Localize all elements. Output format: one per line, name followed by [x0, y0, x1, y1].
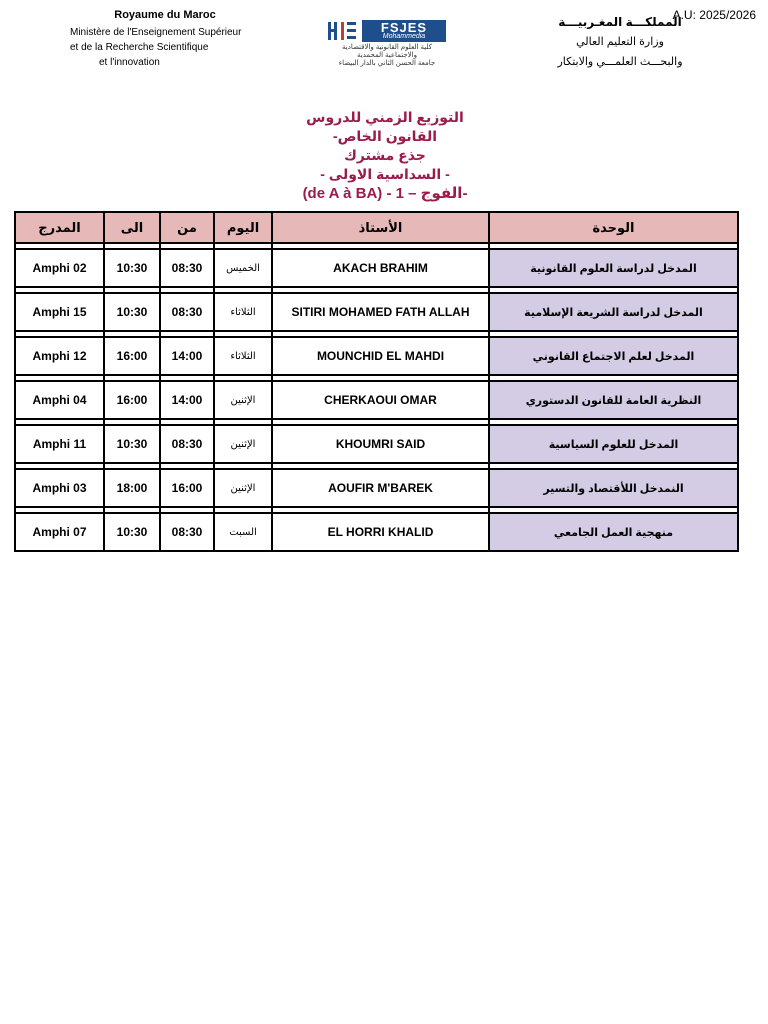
header-amphi: المدرج [15, 212, 104, 243]
faculty-logo-icon [326, 20, 360, 42]
cell-unit: المدخل لدراسة الشريعة الإسلامية [489, 293, 738, 331]
cell-professor: AKACH BRAHIM [272, 249, 489, 287]
cell-start-time: 14:00 [160, 337, 214, 375]
cell-start-time: 08:30 [160, 513, 214, 551]
cell-unit: المدخل للعلوم السياسية [489, 425, 738, 463]
ministry-line-2: et de la Recherche Scientifique [70, 42, 209, 53]
ministry-header-fr [60, 8, 270, 70]
cell-start-time: 08:30 [160, 293, 214, 331]
title-line-2: القانون الخاص- [332, 128, 438, 144]
cell-end-time: 16:00 [104, 337, 160, 375]
header-from: من [160, 212, 214, 243]
cell-amphi: Amphi 03 [15, 469, 104, 507]
cell-day: السبت [214, 513, 272, 551]
cell-professor: SITIRI MOHAMED FATH ALLAH [272, 293, 489, 331]
ministry-ar-line-1: وزارة التعليم العالي [576, 36, 664, 48]
cell-start-time: 14:00 [160, 381, 214, 419]
cell-day: الثلاثاء [214, 293, 272, 331]
country-name-fr: Royaume du Maroc [114, 9, 216, 21]
title-line-3: جذع مشترك [344, 147, 426, 163]
table-row [15, 381, 738, 419]
cell-unit: منهجية العمل الجامعي [489, 513, 738, 551]
cell-end-time: 10:30 [104, 513, 160, 551]
ministry-line-1: Ministère de l'Enseignement Supérieur [70, 27, 242, 38]
logo-city: Mohammedia [382, 33, 426, 40]
title-line-4: - السداسية الاولى - [320, 166, 450, 182]
schedule-title-block [180, 108, 590, 203]
cell-start-time: 16:00 [160, 469, 214, 507]
cell-professor: KHOUMRI SAID [272, 425, 489, 463]
cell-unit: النمدخل اللأقتصاد والتسير [489, 469, 738, 507]
cell-end-time: 18:00 [104, 469, 160, 507]
header-day: اليوم [214, 212, 272, 243]
cell-professor: EL HORRI KHALID [272, 513, 489, 551]
table-row [15, 513, 738, 551]
title-line-1: التوزيع الزمني للدروس [306, 109, 464, 125]
table-row [15, 249, 738, 287]
logo-line-1: كلية العلوم القانونية والاقتصادية [342, 44, 432, 51]
cell-day: الخميس [214, 249, 272, 287]
country-name-ar: المملكـــة المغـربيـــة [558, 15, 682, 29]
title-group: (de A à BA) - 1 – الفوج- [302, 185, 468, 202]
cell-day: الإثنين [214, 381, 272, 419]
table-row [15, 293, 738, 331]
academic-year: A.U: 2025/2026 [672, 8, 756, 22]
cell-amphi: Amphi 11 [15, 425, 104, 463]
cell-start-time: 08:30 [160, 249, 214, 287]
cell-amphi: Amphi 02 [15, 249, 104, 287]
schedule-table [14, 211, 739, 552]
header-unit: الوحدة [489, 212, 738, 243]
logo-subtitle [322, 44, 452, 68]
logo-line-3: جامعة الحسن الثاني بالدار البيضاء [338, 60, 436, 67]
logo-brand [362, 20, 446, 42]
cell-day: الثلاثاء [214, 337, 272, 375]
cell-amphi: Amphi 12 [15, 337, 104, 375]
cell-amphi: Amphi 04 [15, 381, 104, 419]
cell-day: الإثنين [214, 469, 272, 507]
logo-line-2: والاجتماعية المحمدية [357, 52, 417, 59]
cell-professor: AOUFIR M'BAREK [272, 469, 489, 507]
logo-acronym: FSJES [380, 20, 428, 35]
cell-end-time: 10:30 [104, 293, 160, 331]
cell-unit: المدخل لعلم الاجتماع القانوني [489, 337, 738, 375]
cell-professor: MOUNCHID EL MAHDI [272, 337, 489, 375]
table-row [15, 469, 738, 507]
cell-unit: النظرية العامة للقانون الدستوري [489, 381, 738, 419]
cell-unit: المدخل لدراسة العلوم القانونية [489, 249, 738, 287]
cell-end-time: 10:30 [104, 249, 160, 287]
ministry-line-3: et l'innovation [99, 57, 160, 68]
header-to: الى [104, 212, 160, 243]
cell-day: الإثنين [214, 425, 272, 463]
header-professor: الأستاذ [272, 212, 489, 243]
cell-end-time: 10:30 [104, 425, 160, 463]
cell-amphi: Amphi 15 [15, 293, 104, 331]
cell-amphi: Amphi 07 [15, 513, 104, 551]
faculty-logo [322, 18, 452, 68]
table-row [15, 337, 738, 375]
cell-end-time: 16:00 [104, 381, 160, 419]
cell-start-time: 08:30 [160, 425, 214, 463]
table-row [15, 425, 738, 463]
cell-professor: CHERKAOUI OMAR [272, 381, 489, 419]
table-header-row [15, 212, 738, 243]
ministry-ar-line-2: والبحـــث العلمـــي والابتكار [557, 56, 683, 68]
